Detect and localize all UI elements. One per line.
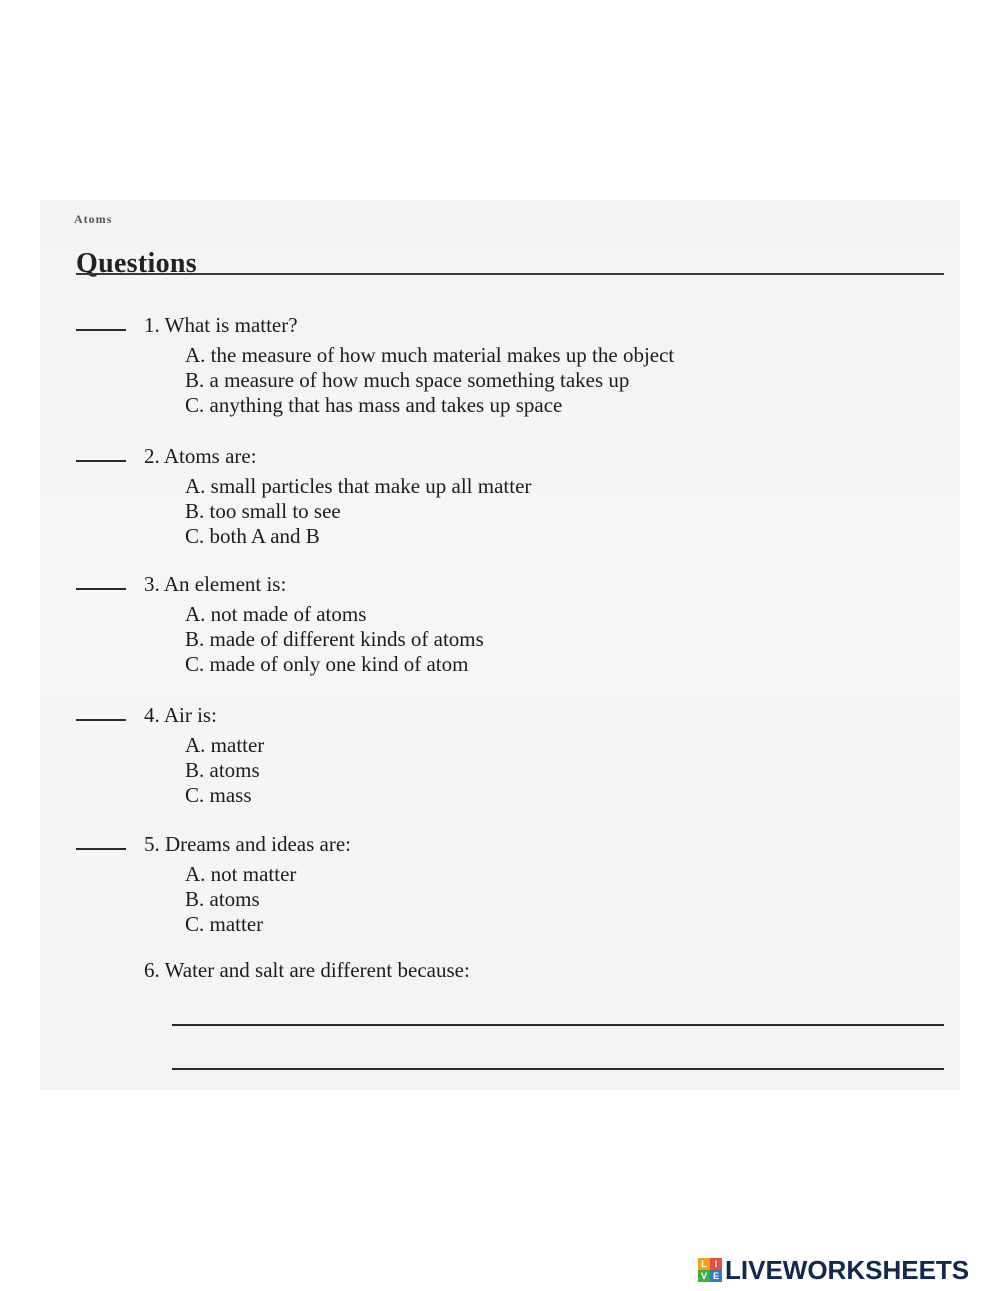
answer-line-2[interactable] [172, 1068, 944, 1070]
question-text: 6. Water and salt are different because: [144, 958, 470, 982]
section-title: Questions [76, 248, 197, 279]
brand-text: LIVEWORKSHEETS [725, 1254, 970, 1285]
header-fragment: Atoms [74, 212, 113, 226]
option: A. the measure of how much material makes up the object [185, 343, 675, 367]
answer-blank-5[interactable] [76, 848, 126, 850]
option: C. both A and B [185, 524, 320, 548]
option: C. mass [185, 783, 252, 807]
options-list [185, 862, 296, 937]
logo-cell: I [710, 1258, 722, 1270]
answer-blank-2[interactable] [76, 460, 126, 462]
logo-cell: V [698, 1270, 710, 1282]
brand-watermark [698, 1255, 969, 1285]
option: A. not made of atoms [185, 602, 367, 626]
answer-line-1[interactable] [172, 1024, 944, 1026]
option: C. matter [185, 912, 264, 936]
option: C. made of only one kind of atom [185, 652, 469, 676]
option: A. matter [185, 733, 265, 757]
option: C. anything that has mass and takes up space [185, 393, 563, 417]
question-text: 5. Dreams and ideas are: [144, 832, 351, 856]
option: B. too small to see [185, 499, 341, 523]
answer-blank-4[interactable] [76, 719, 126, 721]
options-list [185, 733, 264, 808]
question-text: 1. What is matter? [144, 313, 298, 337]
option: B. atoms [185, 758, 260, 782]
option: B. atoms [185, 887, 260, 911]
options-list [185, 474, 531, 549]
answer-blank-3[interactable] [76, 588, 126, 590]
options-list [185, 602, 484, 677]
question-text: 4. Air is: [144, 703, 217, 727]
option: B. made of different kinds of atoms [185, 627, 484, 651]
logo-cell: E [710, 1270, 722, 1282]
option: A. small particles that make up all matter [185, 474, 532, 498]
option: A. not matter [185, 862, 297, 886]
logo-cell: L [698, 1258, 710, 1270]
option: B. a measure of how much space something takes up [185, 368, 630, 392]
answer-blank-1[interactable] [76, 329, 126, 331]
liveworksheets-logo-icon [698, 1258, 722, 1282]
question-text: 2. Atoms are: [144, 444, 257, 468]
options-list [185, 343, 674, 418]
title-rule [76, 273, 944, 275]
question-text: 3. An element is: [144, 572, 287, 596]
